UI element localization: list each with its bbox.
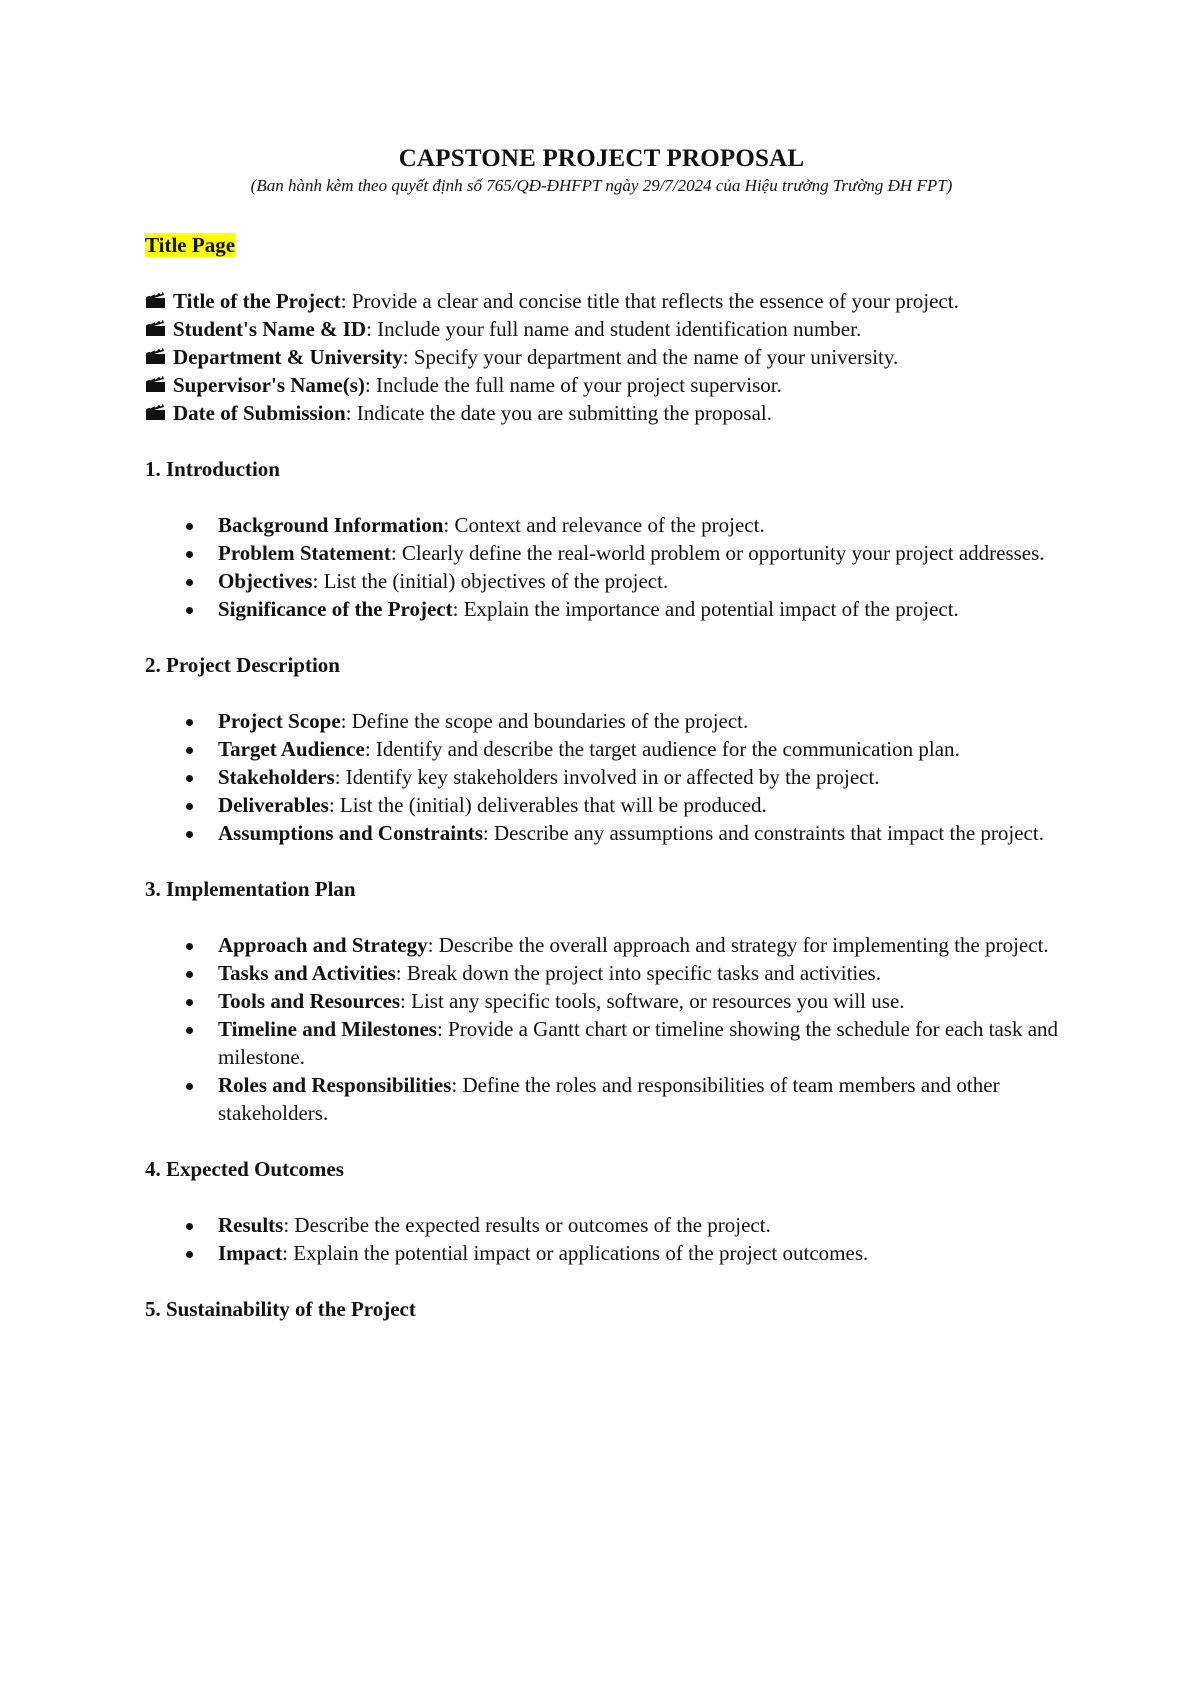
list-item-term: Roles and Responsibilities [218, 1073, 452, 1097]
document-title: CAPSTONE PROJECT PROPOSAL [398, 145, 805, 172]
list-item-term: Results [218, 1213, 284, 1237]
list-item-term: Problem Statement [218, 541, 391, 565]
bullet-icon [186, 943, 193, 950]
list-item [145, 735, 1058, 763]
title-page-heading-text: Title Page [145, 233, 236, 257]
list-item-text: : Define the scope and boundaries of the project. [340, 709, 749, 733]
list-item-term: Deliverables [218, 793, 329, 817]
clapperboard-icon [145, 319, 166, 337]
title-page-item-term: Date of Submission [173, 401, 346, 425]
implementation-plan-list [145, 931, 1058, 1127]
section-heading-introduction: 1. Introduction [145, 457, 280, 481]
bullet-icon [186, 551, 193, 558]
title-page-item [145, 287, 1058, 315]
title-page-item-text: : Include the full name of your project supervisor. [364, 373, 782, 397]
bullet-icon [186, 1083, 193, 1090]
bullet-icon [186, 747, 193, 754]
title-page-item [145, 315, 1058, 343]
list-item [145, 539, 1058, 567]
title-page-item-text: : Provide a clear and concise title that reflects the essence of your project. [340, 289, 959, 313]
list-item-term: Significance of the Project [218, 597, 453, 621]
list-item-text: : Describe the overall approach and strategy for implementing the project. [427, 933, 1049, 957]
list-item-term: Target Audience [218, 737, 365, 761]
clapperboard-icon [145, 347, 166, 365]
bullet-icon [186, 719, 193, 726]
section-heading-project-description: 2. Project Description [145, 653, 340, 677]
list-item-text: : Describe any assumptions and constraints that impact the project. [482, 821, 1044, 845]
section-heading-implementation-plan: 3. Implementation Plan [145, 877, 356, 901]
list-item [145, 763, 1058, 791]
title-page-item-term: Department & University [173, 345, 403, 369]
list-item-text: : Identify and describe the target audience for the communication plan. [364, 737, 960, 761]
list-item [145, 931, 1058, 959]
title-page-list [145, 287, 1058, 427]
title-page-heading [145, 231, 1058, 259]
list-item-text: : List the (initial) deliverables that will be produced. [328, 793, 767, 817]
list-item-text: : Define the roles and responsibilities of team members and other stakeholders. [218, 1073, 1000, 1125]
title-page-item-term: Title of the Project [173, 289, 341, 313]
expected-outcomes-list [145, 1211, 1058, 1267]
title-page-item [145, 371, 1058, 399]
bullet-icon [186, 579, 193, 586]
list-item-text: : List the (initial) objectives of the project. [312, 569, 669, 593]
title-page-item-text: : Indicate the date you are submitting the proposal. [345, 401, 772, 425]
list-item-term: Timeline and Milestones [218, 1017, 437, 1041]
list-item [145, 959, 1058, 987]
list-item [145, 987, 1058, 1015]
list-item-text: : Break down the project into specific tasks and activities. [395, 961, 881, 985]
list-item-text: : Explain the importance and potential impact of the project. [452, 597, 959, 621]
list-item [145, 707, 1058, 735]
list-item [145, 511, 1058, 539]
bullet-icon [186, 971, 193, 978]
project-description-list [145, 707, 1058, 847]
list-item-term: Objectives [218, 569, 313, 593]
list-item-term: Stakeholders [218, 765, 335, 789]
clapperboard-icon [145, 291, 166, 309]
section-heading-expected-outcomes: 4. Expected Outcomes [145, 1157, 344, 1181]
list-item-term: Tasks and Activities [218, 961, 396, 985]
bullet-icon [186, 607, 193, 614]
list-item [145, 595, 1058, 623]
list-item-term: Assumptions and Constraints [218, 821, 483, 845]
bullet-icon [186, 775, 193, 782]
list-item-term: Impact [218, 1241, 283, 1265]
list-item [145, 567, 1058, 595]
list-item-text: : List any specific tools, software, or resources you will use. [400, 989, 905, 1013]
list-item [145, 819, 1058, 847]
bullet-icon [186, 999, 193, 1006]
clapperboard-icon [145, 375, 166, 393]
list-item-term: Approach and Strategy [218, 933, 428, 957]
list-item [145, 1015, 1058, 1071]
title-page-item-text: : Specify your department and the name of your university. [402, 345, 899, 369]
document-subtitle: (Ban hành kèm theo quyết định số 765/QĐ-ĐHFPT ngày 29/7/2024 của Hiệu trưởng Trường ĐH FPT) [250, 176, 953, 195]
title-page-item [145, 343, 1058, 371]
list-item [145, 1071, 1058, 1127]
bullet-icon [186, 523, 193, 530]
bullet-icon [186, 803, 193, 810]
title-page-item-text: : Include your full name and student identification number. [366, 317, 862, 341]
title-page-item-term: Student's Name & ID [173, 317, 367, 341]
list-item-text: : Context and relevance of the project. [443, 513, 765, 537]
title-page-item [145, 399, 1058, 427]
title-page-item-term: Supervisor's Name(s) [173, 373, 365, 397]
list-item [145, 791, 1058, 819]
introduction-list [145, 511, 1058, 623]
list-item [145, 1239, 1058, 1267]
section-heading-sustainability: 5. Sustainability of the Project [145, 1297, 416, 1321]
list-item-text: : Clearly define the real-world problem or opportunity your project addresses. [390, 541, 1045, 565]
list-item-text: : Identify key stakeholders involved in or affected by the project. [334, 765, 880, 789]
list-item-text: : Explain the potential impact or applications of the project outcomes. [282, 1241, 869, 1265]
list-item-term: Project Scope [218, 709, 341, 733]
bullet-icon [186, 1251, 193, 1258]
bullet-icon [186, 1027, 193, 1034]
clapperboard-icon [145, 403, 166, 421]
list-item-term: Background Information [218, 513, 444, 537]
list-item-text: : Provide a Gantt chart or timeline showing the schedule for each task and milestone. [218, 1017, 1059, 1069]
bullet-icon [186, 1223, 193, 1230]
bullet-icon [186, 831, 193, 838]
list-item [145, 1211, 1058, 1239]
list-item-text: : Describe the expected results or outcomes of the project. [283, 1213, 771, 1237]
list-item-term: Tools and Resources [218, 989, 401, 1013]
